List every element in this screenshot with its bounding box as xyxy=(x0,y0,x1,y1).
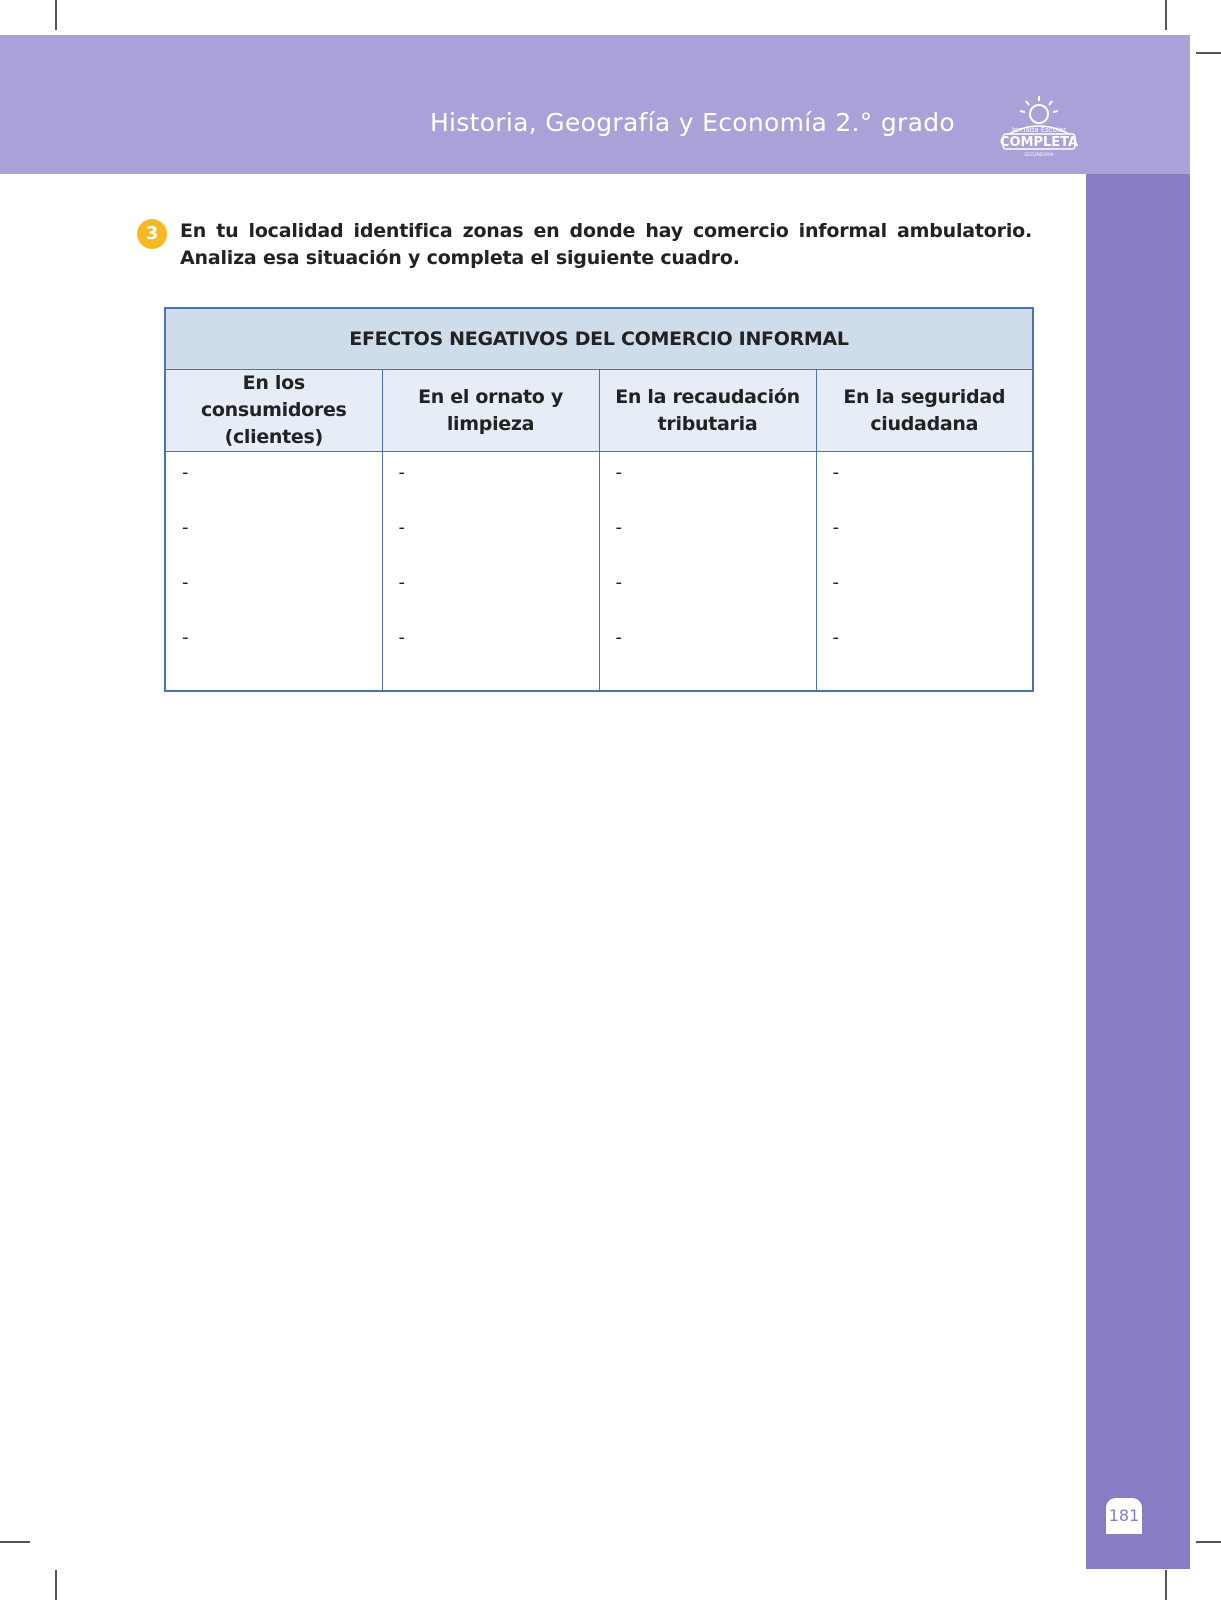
answer-cell-consumers[interactable] xyxy=(165,452,382,692)
question-number-badge: 3 xyxy=(137,219,167,249)
answer-line: - xyxy=(615,572,622,593)
column-header-cleanliness: En el ornato y limpieza xyxy=(382,370,599,452)
answer-line: - xyxy=(832,572,839,593)
crop-mark xyxy=(1165,0,1167,30)
effects-table xyxy=(164,307,1034,692)
answer-cell-public-safety[interactable] xyxy=(816,452,1033,692)
answer-line: - xyxy=(832,627,839,648)
answer-line: - xyxy=(182,572,189,593)
crop-mark xyxy=(0,1541,30,1543)
answer-line: - xyxy=(615,627,622,648)
answer-line: - xyxy=(398,462,405,483)
side-bar xyxy=(1086,174,1190,1569)
crop-mark xyxy=(1196,1541,1221,1543)
answer-line: - xyxy=(182,517,189,538)
table-title: EFECTOS NEGATIVOS DEL COMERCIO INFORMAL xyxy=(165,308,1033,370)
answer-line: - xyxy=(182,627,189,648)
answer-line: - xyxy=(182,462,189,483)
answer-cell-tax-collection[interactable] xyxy=(599,452,816,692)
column-header-consumers: En los consumidores (clientes) xyxy=(165,370,382,452)
jornada-escolar-completa-logo-icon xyxy=(995,94,1083,158)
answer-line: - xyxy=(615,462,622,483)
question-text: En tu localidad identifica zonas en donde hay comercio informal ambulatorio. Analiza esa situación y completa el siguiente cuadro. xyxy=(180,220,1032,269)
page-number: 181 xyxy=(1106,1498,1142,1534)
column-header-tax-collection: En la recaudación tributaria xyxy=(599,370,816,452)
answer-line: - xyxy=(615,517,622,538)
answer-line: - xyxy=(398,572,405,593)
svg-text:COMPLETA: COMPLETA xyxy=(999,135,1079,150)
crop-mark xyxy=(55,1570,57,1600)
answer-line: - xyxy=(398,627,405,648)
page-title: Historia, Geografía y Economía 2.° grado xyxy=(429,108,955,137)
svg-text:SECUNDARIA: SECUNDARIA xyxy=(1024,153,1054,158)
crop-mark xyxy=(1196,52,1221,54)
crop-mark xyxy=(55,0,57,30)
column-header-public-safety: En la seguridad ciudadana xyxy=(816,370,1033,452)
answer-line: - xyxy=(832,462,839,483)
answer-line: - xyxy=(398,517,405,538)
answer-line: - xyxy=(832,517,839,538)
answer-cell-cleanliness[interactable] xyxy=(382,452,599,692)
crop-mark xyxy=(1165,1570,1167,1600)
svg-text:Jornada Escolar: Jornada Escolar xyxy=(1011,126,1067,134)
